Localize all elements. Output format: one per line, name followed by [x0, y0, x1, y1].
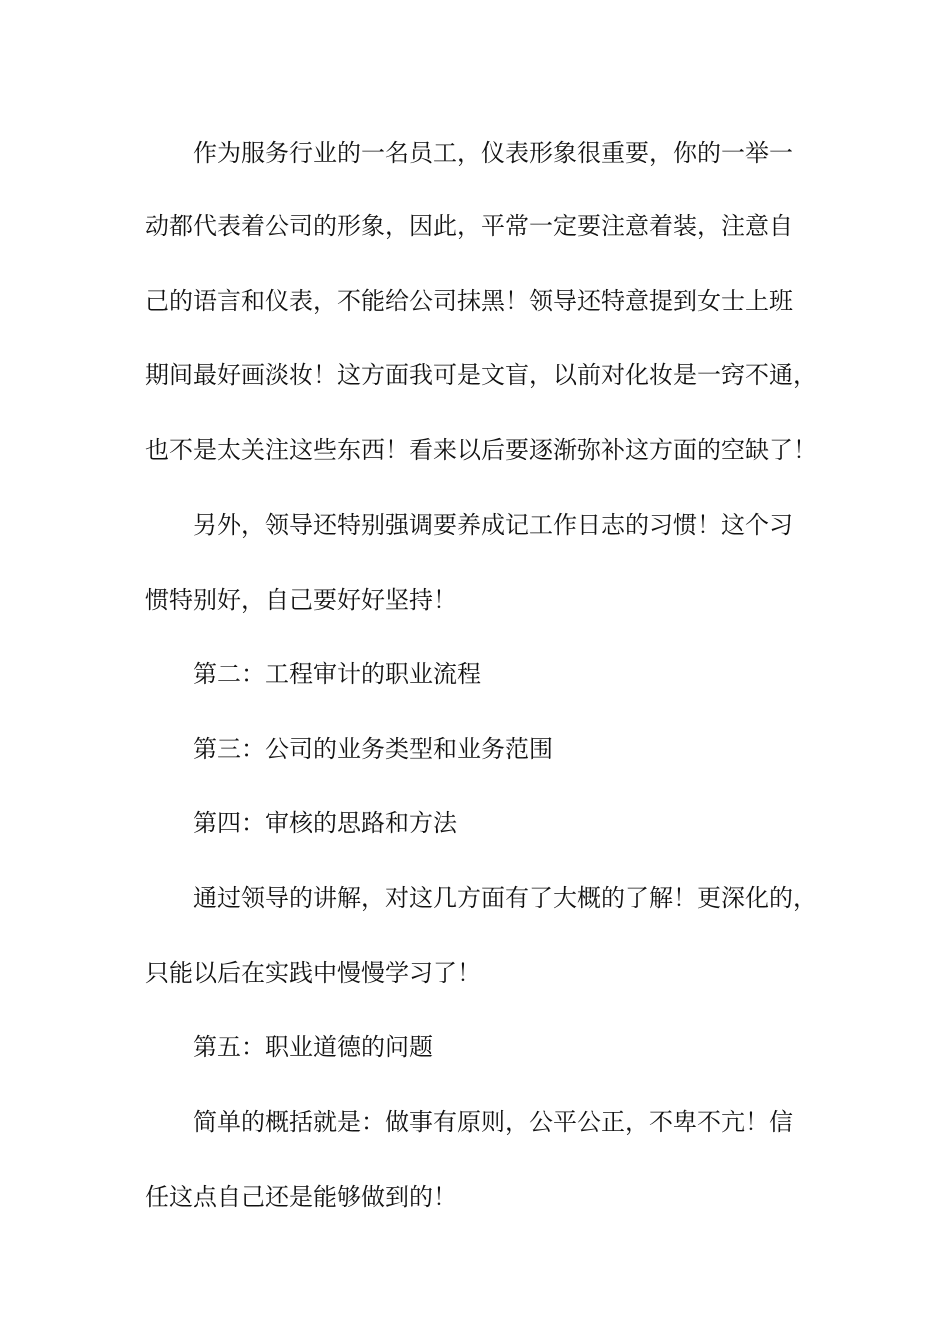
paragraph-line: 另外，领导还特别强调要养成记工作日志的习惯！这个习 — [193, 511, 793, 539]
paragraph-line: 也不是太关注这些东西！看来以后要逐渐弥补这方面的空缺了！ — [145, 436, 817, 464]
paragraph-line: 作为服务行业的一名员工，仪表形象很重要，你的一举一 — [193, 139, 793, 167]
section-heading: 第二：工程审计的职业流程 — [193, 660, 481, 688]
paragraph-line: 惯特别好，自己要好好坚持！ — [145, 586, 457, 614]
paragraph-line: 己的语言和仪表，不能给公司抹黑！领导还特意提到女士上班 — [145, 287, 793, 315]
section-heading: 第三：公司的业务类型和业务范围 — [193, 735, 553, 763]
paragraph-line: 通过领导的讲解，对这几方面有了大概的了解！更深化的， — [193, 884, 817, 912]
section-heading: 第五：职业道德的问题 — [193, 1033, 433, 1061]
paragraph-line: 简单的概括就是：做事有原则，公平公正，不卑不亢！信 — [193, 1108, 793, 1136]
paragraph-line: 只能以后在实践中慢慢学习了！ — [145, 959, 481, 987]
section-heading: 第四：审核的思路和方法 — [193, 809, 457, 837]
paragraph-line: 动都代表着公司的形象，因此，平常一定要注意着装，注意自 — [145, 212, 793, 240]
paragraph-line: 任这点自己还是能够做到的！ — [145, 1183, 457, 1211]
paragraph-line: 期间最好画淡妆！这方面我可是文盲，以前对化妆是一窍不通， — [145, 361, 817, 389]
